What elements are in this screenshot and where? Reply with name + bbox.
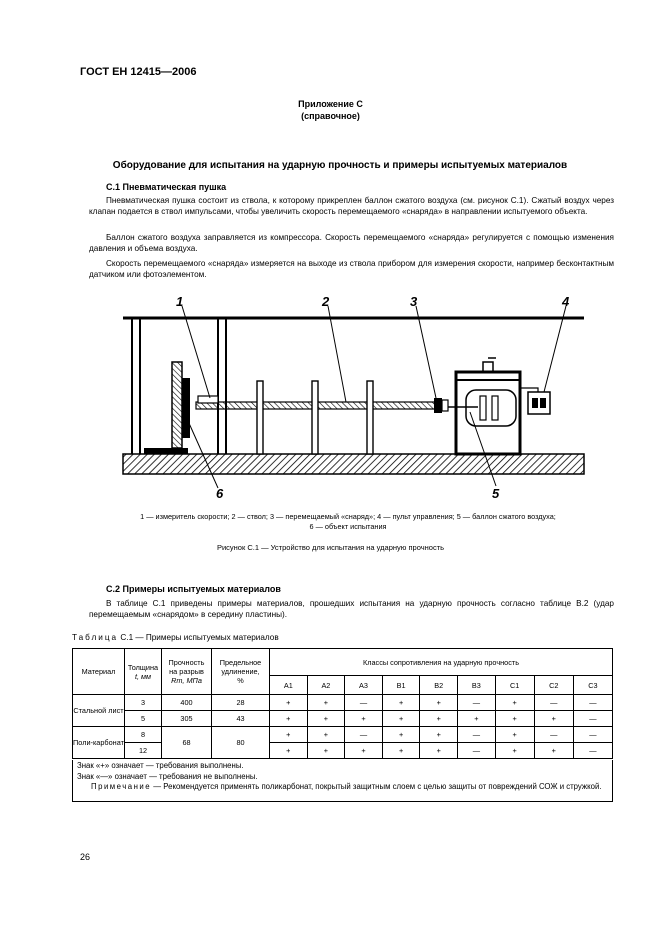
cell-mark: — bbox=[458, 743, 496, 759]
table-header-row bbox=[73, 649, 613, 676]
cell-mark: + bbox=[307, 727, 345, 743]
cell-mark: + bbox=[495, 711, 534, 727]
cell-strength: 68 bbox=[162, 727, 212, 759]
figure-label-1: 1 bbox=[176, 294, 184, 309]
cell-mark: + bbox=[345, 711, 383, 727]
figure-label-3: 3 bbox=[410, 294, 418, 309]
table-caption-prefix: Таблица bbox=[72, 633, 119, 642]
table-caption-text: С.1 — Примеры испытуемых материалов bbox=[120, 633, 279, 642]
cell-mark: + bbox=[420, 711, 458, 727]
cell-material-polycarbonate: Поли-карбонат bbox=[73, 727, 125, 759]
appendix-title: Приложение С bbox=[298, 99, 363, 109]
cell-mark: + bbox=[534, 711, 573, 727]
cell-mark: — bbox=[534, 727, 573, 743]
header-thickness bbox=[125, 649, 162, 695]
cell-mark: + bbox=[345, 743, 383, 759]
cell-elongation: 43 bbox=[212, 711, 270, 727]
cell-mark: + bbox=[420, 695, 458, 711]
cell-material-steel: Стальной лист bbox=[73, 695, 125, 727]
main-title: Оборудование для испытания на ударную прочность и примеры испытуемых материалов bbox=[112, 160, 568, 171]
cell-mark: + bbox=[307, 695, 345, 711]
note-recommendation bbox=[77, 782, 608, 793]
class-c1: C1 bbox=[495, 676, 534, 695]
cell-mark: — bbox=[345, 695, 383, 711]
section1-paragraph-2: Баллон сжатого воздуха заправляется из компрессора. Скорость перемещаемого «снаряда» регулируется с помощью изменения давления и объема воздуха. bbox=[89, 233, 614, 253]
class-a1: A1 bbox=[270, 676, 308, 695]
header-elongation-line2: удлинение, bbox=[221, 667, 260, 676]
figure-label-4: 4 bbox=[562, 294, 570, 309]
cell-mark: — bbox=[458, 727, 496, 743]
figure-label-2: 2 bbox=[322, 294, 330, 309]
header-thickness-line1: Толщина bbox=[127, 662, 159, 672]
cell-mark: + bbox=[382, 695, 420, 711]
materials-table bbox=[72, 648, 613, 759]
cell-mark: + bbox=[382, 711, 420, 727]
document-header: ГОСТ ЕН 12415—2006 bbox=[80, 66, 197, 78]
cell-mark: + bbox=[270, 695, 308, 711]
cell-mark: + bbox=[382, 727, 420, 743]
figure-legend-line-2: 6 — объект испытания bbox=[309, 522, 387, 531]
cell-mark: + bbox=[307, 743, 345, 759]
cell-mark: + bbox=[270, 727, 308, 743]
class-b3: B3 bbox=[458, 676, 496, 695]
cell-mark: + bbox=[270, 711, 308, 727]
cell-strength: 305 bbox=[162, 711, 212, 727]
cell-mark: + bbox=[420, 727, 458, 743]
note-text: — Рекомендуется применять поликарбонат, покрытый защитным слоем с целью защиты от повреждений СОЖ и стружкой. bbox=[151, 782, 602, 791]
cell-mark: + bbox=[495, 727, 534, 743]
cell-thickness: 12 bbox=[125, 743, 162, 759]
section1-paragraph-1: Пневматическая пушка состоит из ствола, к которому прикреплен баллон сжатого воздуха (см. рисунок С.1). Сжатый воздух через клапан подается в ствол импульсами, чтобы увеличить скорость перемещаемого «снаряда» в направлении испытуемого объекта. bbox=[89, 196, 614, 216]
cell-mark: + bbox=[270, 743, 308, 759]
header-thickness-line2: t, мм bbox=[134, 671, 152, 681]
table-notes bbox=[72, 760, 613, 802]
table-row bbox=[73, 727, 613, 743]
cell-mark: + bbox=[458, 711, 496, 727]
class-c3: C3 bbox=[573, 676, 612, 695]
header-elongation-line3: % bbox=[237, 676, 244, 685]
cell-mark: — bbox=[573, 711, 612, 727]
cell-elongation: 80 bbox=[212, 727, 270, 759]
impact-test-apparatus-figure bbox=[118, 292, 588, 504]
header-elongation-line1: Предельное bbox=[219, 658, 262, 667]
header-classes: Классы сопротивления на ударную прочность bbox=[270, 649, 613, 676]
cell-mark: — bbox=[573, 695, 612, 711]
section1-heading: С.1 Пневматическая пушка bbox=[106, 182, 227, 192]
cell-mark: — bbox=[573, 727, 612, 743]
figure-label-6: 6 bbox=[216, 486, 224, 501]
cell-thickness: 5 bbox=[125, 711, 162, 727]
class-a2: A2 bbox=[307, 676, 345, 695]
table-row bbox=[73, 711, 613, 727]
cell-mark: — bbox=[534, 695, 573, 711]
page-number: 26 bbox=[80, 852, 91, 862]
cell-mark: + bbox=[495, 743, 534, 759]
class-c2: C2 bbox=[534, 676, 573, 695]
cell-mark: + bbox=[382, 743, 420, 759]
header-strength-line3: Rm, МПа bbox=[171, 676, 202, 685]
header-strength-line1: Прочность bbox=[168, 658, 205, 667]
table-row bbox=[73, 695, 613, 711]
cell-mark: + bbox=[420, 743, 458, 759]
header-elongation bbox=[212, 649, 270, 695]
table-caption bbox=[72, 633, 279, 642]
class-a3: A3 bbox=[345, 676, 383, 695]
section2-paragraph: В таблице С.1 приведены примеры материалов, прошедших испытания на ударную прочность согласно таблице В.2 (удар перемещаемым «снарядом» в середину пластины). bbox=[89, 599, 614, 619]
cell-mark: + bbox=[307, 711, 345, 727]
cell-strength: 400 bbox=[162, 695, 212, 711]
cell-mark: + bbox=[534, 743, 573, 759]
section1-paragraph-3: Скорость перемещаемого «снаряда» измеряется на выходе из ствола прибором для измерения скорости, например бесконтактным датчиком или фотоэлементом. bbox=[89, 259, 614, 279]
note-plus: Знак «+» означает — требования выполнены. bbox=[77, 761, 244, 770]
cell-mark: — bbox=[345, 727, 383, 743]
class-b1: B1 bbox=[382, 676, 420, 695]
cell-mark: — bbox=[458, 695, 496, 711]
figure-caption: Рисунок С.1 — Устройство для испытания на ударную прочность bbox=[216, 543, 445, 552]
cell-mark: + bbox=[495, 695, 534, 711]
header-strength bbox=[162, 649, 212, 695]
header-material: Материал bbox=[73, 649, 125, 695]
class-b2: B2 bbox=[420, 676, 458, 695]
note-prefix: Примечание bbox=[91, 782, 152, 791]
section2-heading: С.2 Примеры испытуемых материалов bbox=[106, 584, 281, 594]
header-strength-line2: на разрыв bbox=[169, 667, 204, 676]
note-minus: Знак «—» означает — требования не выполнены. bbox=[77, 771, 258, 781]
cell-elongation: 28 bbox=[212, 695, 270, 711]
figure-legend-line-1: 1 — измеритель скорости; 2 — ствол; 3 — перемещаемый «снаряд»; 4 — пульт управления; 5 — баллон сжатого воздуха; bbox=[140, 512, 556, 521]
figure-label-5: 5 bbox=[492, 486, 500, 501]
table-row bbox=[73, 743, 613, 759]
cell-thickness: 8 bbox=[125, 727, 162, 743]
appendix-subtitle: (справочное) bbox=[301, 111, 360, 121]
cell-mark: — bbox=[573, 743, 612, 759]
cell-thickness: 3 bbox=[125, 695, 162, 711]
